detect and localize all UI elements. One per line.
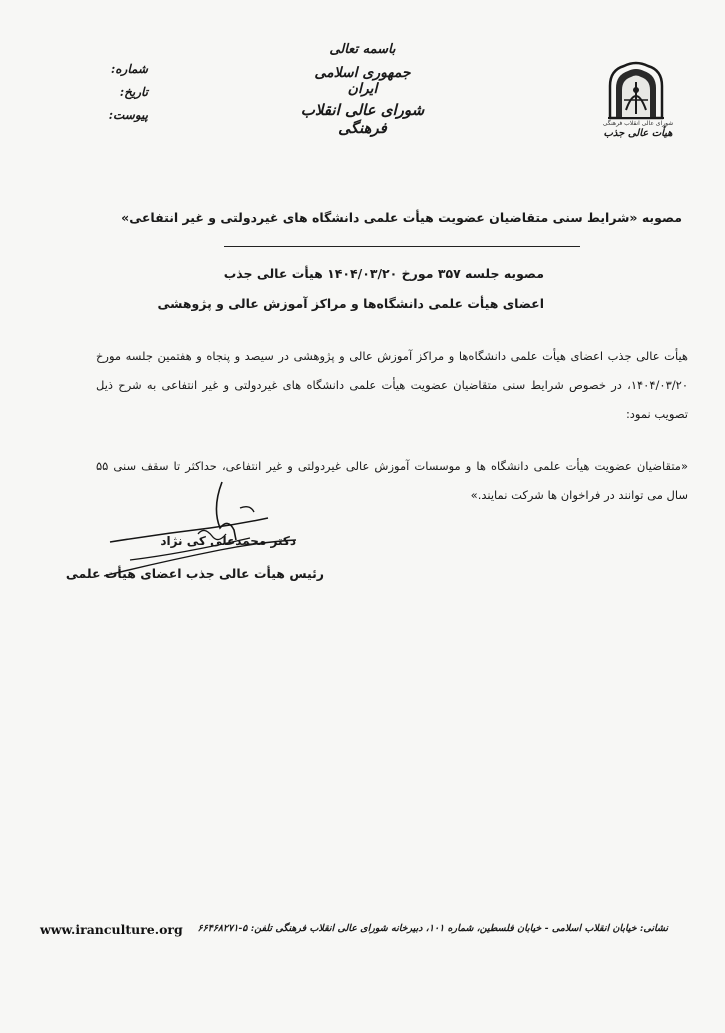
signer-title: رئیس هیأت عالی جذب اعضای هیأت علمی	[65, 566, 324, 581]
emblem-subtitle: هیأت عالی جذب	[603, 128, 673, 139]
footer-address: نشانی: خیابان انقلاب اسلامی - خیابان فلسطین، شماره ۱۰۱، دبیرخانه شورای عالی انقلاب فرهنگی تلفن: ۵-۶۶۴۶۸۲۷۱	[197, 923, 668, 934]
date-label: تاریخ:	[119, 85, 148, 99]
document-subtitle: اعضای هیأت علمی دانشگاه‌ها و مراکز آموزش عالی و پژوهشی	[157, 296, 544, 311]
emblem-caption: شورای عالی انقلاب فرهنگی	[602, 120, 674, 127]
title-divider	[224, 246, 580, 247]
republic-name: جمهوری اسلامی ایران	[314, 65, 411, 97]
resolution-paragraph: «متقاضیان عضویت هیأت علمی دانشگاه ها و موسسات آموزش عالی غیردولتی و غیر انتفاعی، حداکثر تا سقف سنی ۵۵ سال می توانند در فراخوان ها شرکت نمایند.»	[96, 459, 688, 502]
council-name: شورای عالی انقلاب فرهنگی	[300, 101, 425, 137]
council-emblem-icon	[604, 60, 668, 120]
number-label: شماره:	[110, 62, 148, 76]
signer-name: دکتر محمدعلی کی نژاد	[160, 534, 296, 548]
document-title: مصوبه «شرایط سنی متقاضیان عضویت هیأت علمی دانشگاه های غیردولتی و غیر انتفاعی»	[121, 210, 682, 225]
bismillah: باسمه تعالی	[329, 42, 396, 57]
meeting-line: مصوبه جلسه ۳۵۷ مورخ ۱۴۰۴/۰۳/۲۰ هیأت عالی جذب	[223, 266, 544, 281]
attachment-label: پیوست:	[108, 108, 148, 122]
body-paragraph: هیأت عالی جذب اعضای هیأت علمی دانشگاه‌ها و مراکز آموزش عالی و پژوهشی در سیصد و پنجاه و هفتمین جلسه مورخ ۱۴۰۴/۰۳/۲۰، در خصوص شرایط سنی متقاضیان عضویت هیأت علمی دانشگاه های غیردولتی و غیر انتفاعی به شرح ذیل تصویب نمود:	[96, 349, 688, 421]
website-link[interactable]: www.iranculture.org	[40, 922, 183, 937]
letterhead	[300, 42, 425, 137]
letter-meta	[88, 62, 148, 131]
